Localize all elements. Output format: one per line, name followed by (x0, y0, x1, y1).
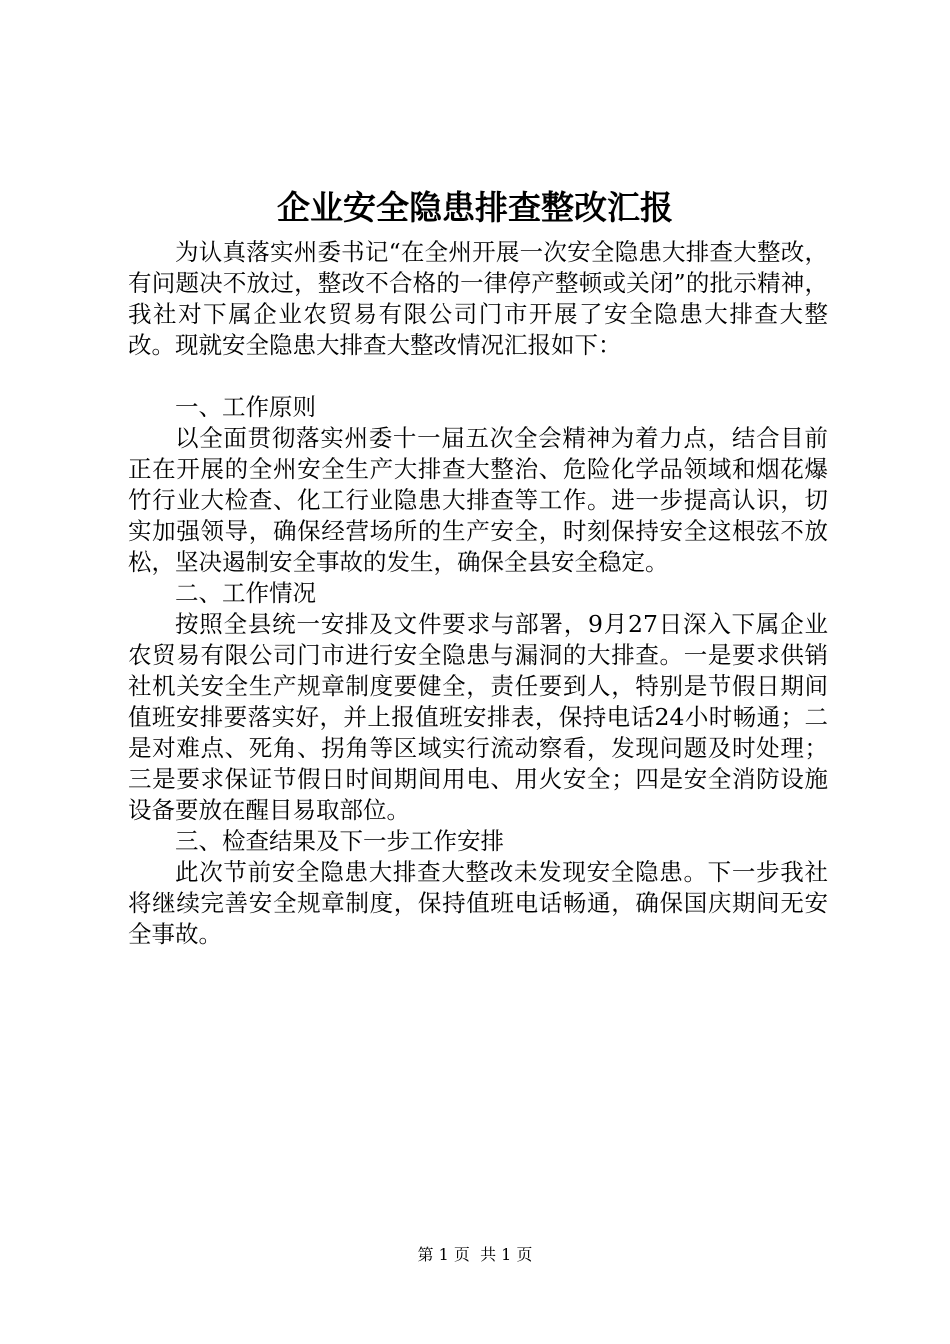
document-body (128, 237, 828, 950)
intro-paragraph: 为认真落实州委书记“在全州开展一次安全隐患大排查大整改，有问题决不放过，整改不合格的一律停产整顿或关闭”的批示精神，我社对下属企业农贸易有限公司门市开展了安全隐患大排查大整改。现就安全隐患大排查大整改情况汇报如下： (128, 238, 828, 359)
page-number: 第 1 页 (417, 1245, 470, 1264)
section-heading-situation: 二、工作情况 (175, 579, 316, 607)
section-heading-principles: 一、工作原则 (175, 393, 316, 421)
page-footer (0, 1244, 950, 1266)
section-text-results: 此次节前安全隐患大排查大整改未发现安全隐患。下一步我社将继续完善安全规章制度，保持值班电话畅通，确保国庆期间无安全事故。 (128, 858, 828, 948)
footer-separator (470, 1245, 480, 1264)
section-heading-results: 三、检查结果及下一步工作安排 (175, 827, 504, 855)
section-text-principles: 以全面贯彻落实州委十一届五次全会精神为着力点，结合目前正在开展的全州安全生产大排查大整治、危险化学品领域和烟花爆竹行业大检查、化工行业隐患大排查等工作。进一步提高认识，切实加强领导，确保经营场所的生产安全，时刻保持安全这根弦不放松，坚决遏制安全事故的发生，确保全县安全稳定。 (128, 424, 828, 576)
section-text-situation: 按照全县统一安排及文件要求与部署，9月27日深入下属企业农贸易有限公司门市进行安全隐患与漏洞的大排查。一是要求供销社机关安全生产规章制度要健全，责任要到人，特别是节假日期间值班安排要落实好，并上报值班安排表，保持电话24小时畅通；二是对难点、死角、拐角等区域实行流动察看，发现问题及时处理；三是要求保证节假日时间期间用电、用火安全；四是安全消防设施设备要放在醒目易取部位。 (128, 610, 828, 824)
page-total: 共 1 页 (480, 1245, 533, 1264)
paragraph-spacer (128, 361, 828, 392)
document-title: 企业安全隐患排查整改汇报 (277, 188, 673, 227)
